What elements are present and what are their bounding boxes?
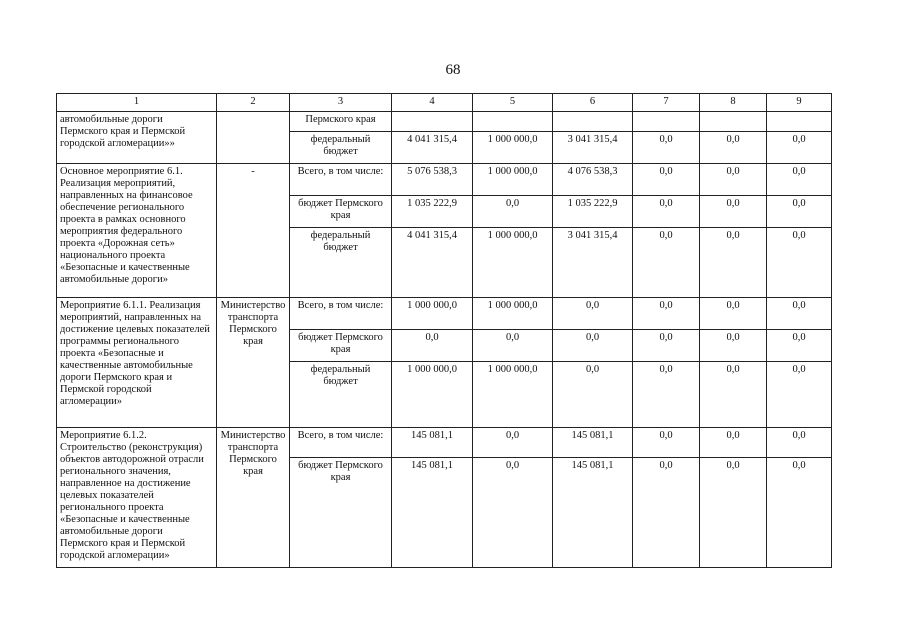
activity-name-cell: Мероприятие 6.1.1. Реализация мероприятий, направленных на достижение целевых показателей программы регионального проекта «Безопасные и качественные автомобильные дороги Пермского края и Пермской городской агломерации»: [57, 298, 217, 428]
responsible-cell: [217, 112, 290, 164]
page-number: 68: [445, 62, 461, 78]
table-row: [57, 298, 832, 330]
value-cell: 0,0: [700, 164, 767, 196]
funding-source-cell: бюджет Пермского края: [290, 196, 392, 228]
value-cell: 0,0: [767, 196, 832, 228]
value-cell: 145 081,1: [553, 428, 633, 458]
value-cell: 0,0: [633, 330, 700, 362]
header-cell: 7: [633, 94, 700, 112]
value-cell: 0,0: [633, 196, 700, 228]
funding-source-cell: Всего, в том числе:: [290, 428, 392, 458]
value-cell: 1 000 000,0: [392, 362, 473, 428]
value-cell: 0,0: [392, 330, 473, 362]
budget-table: [56, 93, 832, 568]
value-cell: 1 035 222,9: [392, 196, 473, 228]
funding-source-cell: Всего, в том числе:: [290, 298, 392, 330]
value-cell: 0,0: [767, 428, 832, 458]
header-cell: 1: [57, 94, 217, 112]
funding-source-cell: федеральный бюджет: [290, 228, 392, 298]
activity-name-cell: автомобильные дороги Пермского края и Пермской городской агломерации»»: [57, 112, 217, 164]
funding-source-cell: федеральный бюджет: [290, 362, 392, 428]
value-cell: 0,0: [473, 458, 553, 568]
funding-source-cell: федеральный бюджет: [290, 132, 392, 164]
value-cell: 0,0: [767, 298, 832, 330]
responsible-cell: -: [217, 164, 290, 298]
value-cell: 0,0: [767, 132, 832, 164]
funding-source-cell: Пермского края: [290, 112, 392, 132]
value-cell: 1 000 000,0: [392, 298, 473, 330]
value-cell: 0,0: [767, 330, 832, 362]
value-cell: [392, 112, 473, 132]
funding-source-cell: бюджет Пермского края: [290, 458, 392, 568]
value-cell: 0,0: [700, 196, 767, 228]
value-cell: 4 041 315,4: [392, 228, 473, 298]
value-cell: 0,0: [633, 132, 700, 164]
activity-name-cell: Мероприятие 6.1.2. Строительство (реконструкция) объектов автодорожной отрасли регионального значения, направленное на достижение целевых показателей регионального проекта «Безопасные и качественные автомобильные дороги Пермского края и Пермской городской агломерации»: [57, 428, 217, 568]
value-cell: [767, 112, 832, 132]
value-cell: 0,0: [700, 132, 767, 164]
value-cell: [633, 112, 700, 132]
value-cell: [700, 112, 767, 132]
value-cell: 0,0: [700, 298, 767, 330]
value-cell: 0,0: [553, 362, 633, 428]
value-cell: 0,0: [633, 428, 700, 458]
table-row: [57, 112, 832, 132]
value-cell: 0,0: [633, 228, 700, 298]
funding-source-cell: бюджет Пермского края: [290, 330, 392, 362]
value-cell: 0,0: [767, 362, 832, 428]
value-cell: 0,0: [767, 228, 832, 298]
value-cell: 1 000 000,0: [473, 164, 553, 196]
value-cell: [553, 112, 633, 132]
header-cell: 9: [767, 94, 832, 112]
value-cell: 1 000 000,0: [473, 228, 553, 298]
value-cell: 0,0: [700, 362, 767, 428]
value-cell: 0,0: [633, 458, 700, 568]
value-cell: 0,0: [473, 330, 553, 362]
value-cell: 4 041 315,4: [392, 132, 473, 164]
value-cell: 145 081,1: [392, 428, 473, 458]
value-cell: 0,0: [633, 164, 700, 196]
value-cell: 0,0: [633, 298, 700, 330]
value-cell: 1 000 000,0: [473, 132, 553, 164]
value-cell: 0,0: [633, 362, 700, 428]
value-cell: 3 041 315,4: [553, 132, 633, 164]
activity-name-cell: Основное мероприятие 6.1. Реализация мероприятий, направленных на финансовое обеспечение регионального проекта в рамках основного мероприятия федерального проекта «Дорожная сеть» национального проекта «Безопасные и качественные автомобильные дороги»: [57, 164, 217, 298]
value-cell: 0,0: [700, 428, 767, 458]
value-cell: 145 081,1: [553, 458, 633, 568]
value-cell: 0,0: [473, 196, 553, 228]
header-cell: 3: [290, 94, 392, 112]
responsible-cell: Министерство транспорта Пермского края: [217, 428, 290, 568]
header-cell: 8: [700, 94, 767, 112]
header-cell: 6: [553, 94, 633, 112]
header-cell: 5: [473, 94, 553, 112]
value-cell: 0,0: [700, 228, 767, 298]
value-cell: [473, 112, 553, 132]
value-cell: 1 000 000,0: [473, 298, 553, 330]
value-cell: 0,0: [700, 330, 767, 362]
table-row: [57, 164, 832, 196]
value-cell: 1 035 222,9: [553, 196, 633, 228]
funding-source-cell: Всего, в том числе:: [290, 164, 392, 196]
value-cell: 0,0: [473, 428, 553, 458]
value-cell: 0,0: [700, 458, 767, 568]
table-row: [57, 428, 832, 458]
header-cell: 4: [392, 94, 473, 112]
responsible-cell: Министерство транспорта Пермского края: [217, 298, 290, 428]
value-cell: 1 000 000,0: [473, 362, 553, 428]
value-cell: 0,0: [767, 458, 832, 568]
header-cell: 2: [217, 94, 290, 112]
value-cell: 5 076 538,3: [392, 164, 473, 196]
value-cell: 0,0: [553, 330, 633, 362]
value-cell: 3 041 315,4: [553, 228, 633, 298]
value-cell: 145 081,1: [392, 458, 473, 568]
value-cell: 4 076 538,3: [553, 164, 633, 196]
header-row: [57, 94, 832, 112]
value-cell: 0,0: [767, 164, 832, 196]
value-cell: 0,0: [553, 298, 633, 330]
